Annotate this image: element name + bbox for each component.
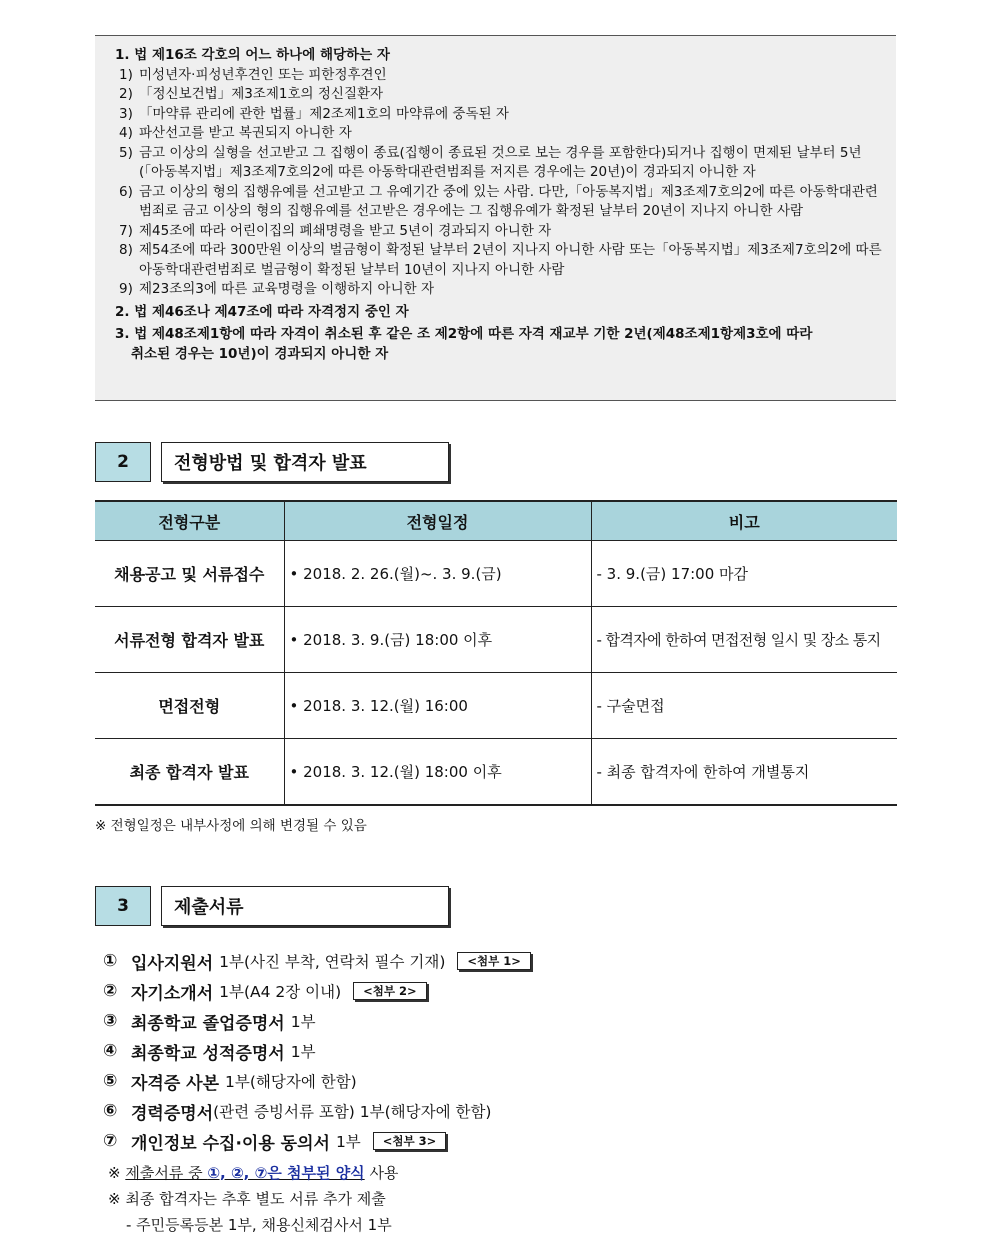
row-schedule: • 2018. 3. 9.(금) 18:00 이후 [284, 607, 591, 673]
documents-notes [108, 1160, 398, 1238]
document-name: 입사지원서 [131, 953, 214, 974]
disqualification-subitem: 6) 금고 이상의 형의 집행유예를 선고받고 그 유예기간 중에 있는 사람. 다만,「아동복지법」제3조제7호의2에 따른 아동학대관련범죄로 금고 이상의 형의 집행유예를 선고받은 경우에는 그 집행유예가 확정된 날부터 20년이 지나지 아니한 사람 [119, 183, 878, 219]
column-header-schedule: 전형일정 [284, 501, 591, 541]
item-number: ② [103, 981, 118, 1001]
disqualification-subitem: 8) 제54조에 따라 300만원 이상의 벌금형이 확정된 날부터 2년이 지나지 아니한 사람 또는「아동복지법」제3조제7호의2에 따른 아동학대관련범죄로 벌금형이 확정된 날부터 10년이 지나지 아니한 사람 [119, 242, 882, 278]
document-detail: (관련 증빙서류 포함) 1부(해당자에 한함) [213, 1103, 492, 1121]
list-item [103, 1036, 531, 1066]
disqualification-item-2: 2. 법 제46조나 제47조에 따라 자격정지 중인 자 [115, 303, 409, 320]
disqualification-subitem: 1) 미성년자·피성년후견인 또는 피한정후견인 [119, 66, 387, 83]
section-3-number: 3 [95, 886, 151, 926]
row-category: 최종 합격자 발표 [95, 739, 284, 805]
document-name: 자기소개서 [131, 983, 214, 1004]
document-name: 개인정보 수집·이용 동의서 [131, 1133, 330, 1154]
note-additional-documents: ※ 최종 합격자는 추후 별도 서류 추가 제출 [108, 1190, 386, 1208]
row-schedule: • 2018. 2. 26.(월)~. 3. 9.(금) [284, 541, 591, 607]
disqualification-box [95, 35, 896, 401]
table-row [95, 673, 897, 739]
list-item [103, 976, 531, 1006]
item-number: ⑦ [103, 1131, 118, 1151]
row-note: - 합격자에 한하여 면접전형 일시 및 장소 통지 [591, 607, 897, 673]
attachment-tag: <첨부 2> [353, 982, 427, 1000]
schedule-footnote: ※ 전형일정은 내부사정에 의해 변경될 수 있음 [95, 818, 367, 834]
disqualification-subitem: 3) 「마약류 관리에 관한 법률」제2조제1호의 마약류에 중독된 자 [119, 105, 509, 122]
disqualification-subitem: 5) 금고 이상의 실형을 선고받고 그 집행이 종료(집행이 종료된 것으로 보는 경우를 포함한다)되거나 집행이 면제된 날부터 5년(「아동복지법」제3조제7호의2에 따른 아동학대관련범죄를 저지른 경우에는 20년)이 경과되지 아니한 자 [119, 144, 862, 180]
list-item [103, 1126, 531, 1156]
row-schedule: • 2018. 3. 12.(월) 16:00 [284, 673, 591, 739]
column-header-note: 비고 [591, 501, 897, 541]
list-item [103, 1096, 531, 1126]
column-header-category: 전형구분 [95, 501, 284, 541]
document-detail: 1부(해당자에 한함) [225, 1073, 357, 1091]
document-detail: 1부 [290, 1043, 316, 1061]
disqualification-subitem: 4) 파산선고를 받고 복권되지 아니한 자 [119, 125, 352, 141]
documents-list [103, 946, 531, 1156]
note-additional-documents-detail: - 주민등록등본 1부, 채용신체검사서 1부 [126, 1216, 392, 1234]
disqualification-subitem: 9) 제23조의3에 따른 교육명령을 이행하지 아니한 자 [119, 281, 435, 297]
attachment-tag: <첨부 1> [457, 952, 531, 970]
note-attached-forms: ※ 제출서류 중 ①, ②, ⑦은 첨부된 양식 사용 [108, 1164, 399, 1182]
table-row [95, 607, 897, 673]
disqualification-item-1: 1. 법 제16조 각호의 어느 하나에 해당하는 자 [115, 47, 390, 63]
list-item [103, 946, 531, 976]
document-detail: 1부 [290, 1013, 316, 1031]
row-note: - 구술면접 [591, 673, 897, 739]
item-number: ① [103, 951, 118, 971]
table-row [95, 739, 897, 805]
item-number: ⑥ [103, 1101, 118, 1121]
item-number: ④ [103, 1041, 118, 1061]
row-category: 서류전형 합격자 발표 [95, 607, 284, 673]
disqualification-subitem: 2) 「정신보건법」제3조제1호의 정신질환자 [119, 86, 384, 102]
list-item [103, 1006, 531, 1036]
document-detail: 1부(A4 2장 이내) [219, 983, 342, 1001]
document-name: 자격증 사본 [131, 1073, 220, 1094]
row-category: 채용공고 및 서류접수 [95, 541, 284, 607]
row-category: 면접전형 [95, 673, 284, 739]
section-2-title: 전형방법 및 합격자 발표 [161, 442, 449, 482]
row-note: - 3. 9.(금) 17:00 마감 [591, 541, 897, 607]
row-schedule: • 2018. 3. 12.(월) 18:00 이후 [284, 739, 591, 805]
list-item [103, 1066, 531, 1096]
document-name: 최종학교 졸업증명서 [131, 1013, 285, 1034]
item-number: ⑤ [103, 1071, 118, 1091]
document-detail: 1부 [335, 1133, 361, 1151]
attachment-tag: <첨부 3> [373, 1132, 447, 1150]
document-name: 최종학교 성적증명서 [131, 1043, 285, 1064]
item-number: ③ [103, 1011, 118, 1031]
section-2-number: 2 [95, 442, 151, 482]
table-row [95, 541, 897, 607]
schedule-table [95, 500, 897, 806]
section-3-title: 제출서류 [161, 886, 449, 926]
row-note: - 최종 합격자에 한하여 개별통지 [591, 739, 897, 805]
disqualification-subitem: 7) 제45조에 따라 어린이집의 폐쇄명령을 받고 5년이 경과되지 아니한 자 [119, 222, 552, 239]
table-header-row [95, 501, 897, 541]
document-name: 경력증명서 [131, 1103, 214, 1124]
document-detail: 1부(사진 부착, 연락처 필수 기재) [219, 953, 446, 971]
disqualification-item-3: 3. 법 제48조제1항에 따라 자격이 취소된 후 같은 조 제2항에 따른 자격 재교부 기한 2년(제48조제1항제3호에 따라 취소된 경우는 10년)이 경과되지 아니한 자 [115, 326, 813, 362]
